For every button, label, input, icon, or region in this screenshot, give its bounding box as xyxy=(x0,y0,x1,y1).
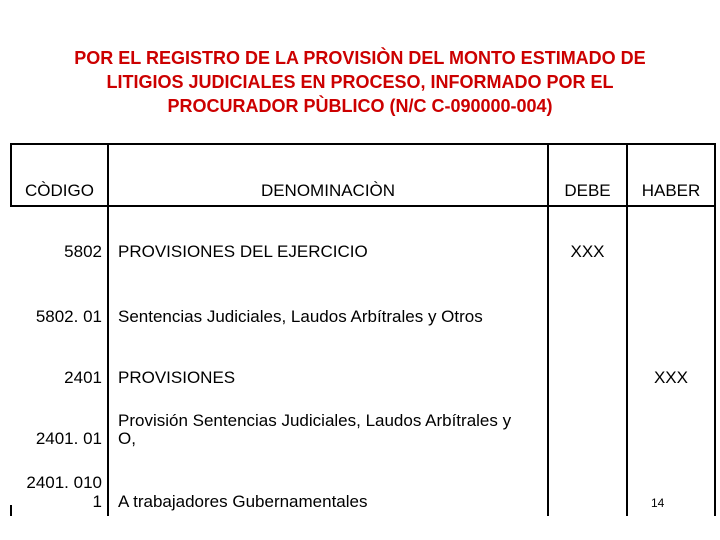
row3-denominacion: PROVISIONES xyxy=(118,368,236,387)
row4-denominacion-line1: Provisión Sentencias Judiciales, Laudos Arbítrales y xyxy=(118,411,512,430)
header-bottom-border xyxy=(10,205,716,207)
header-haber: HABER xyxy=(641,181,701,200)
row3-codigo: 2401 xyxy=(64,368,102,387)
page-number: 14 xyxy=(651,496,665,510)
row1-debe: XXX xyxy=(570,242,605,261)
header-denominacion: DENOMINACIÒN xyxy=(260,181,396,200)
header-debe: DEBE xyxy=(564,181,611,200)
table-top-border xyxy=(10,143,716,145)
row1-denominacion: PROVISIONES DEL EJERCICIO xyxy=(118,242,368,261)
row2-codigo: 5802. 01 xyxy=(35,307,102,326)
row2-denominacion: Sentencias Judiciales, Laudos Arbítrales y Otros xyxy=(118,307,483,326)
column-divider-right-edge xyxy=(714,143,716,516)
row5-codigo-line1: 2401. 010 xyxy=(26,473,102,492)
row1-codigo: 5802 xyxy=(64,242,102,261)
title-line-2: LITIGIOS JUDICIALES EN PROCESO, INFORMADO POR EL xyxy=(106,72,614,92)
row4-denominacion-line2: O, xyxy=(118,429,136,448)
row5-denominacion: A trabajadores Gubernamentales xyxy=(118,492,368,511)
title-line-1: POR EL REGISTRO DE LA PROVISIÒN DEL MONTO ESTIMADO DE xyxy=(74,48,646,68)
row5-codigo-line2: 1 xyxy=(92,492,102,511)
row3-haber: XXX xyxy=(653,368,688,387)
title-line-3: PROCURADOR PÙBLICO (N/C C-090000-004) xyxy=(167,96,553,116)
slide-title xyxy=(30,46,690,118)
row4-codigo: 2401. 01 xyxy=(35,429,102,448)
header-codigo: CÒDIGO xyxy=(25,181,94,200)
